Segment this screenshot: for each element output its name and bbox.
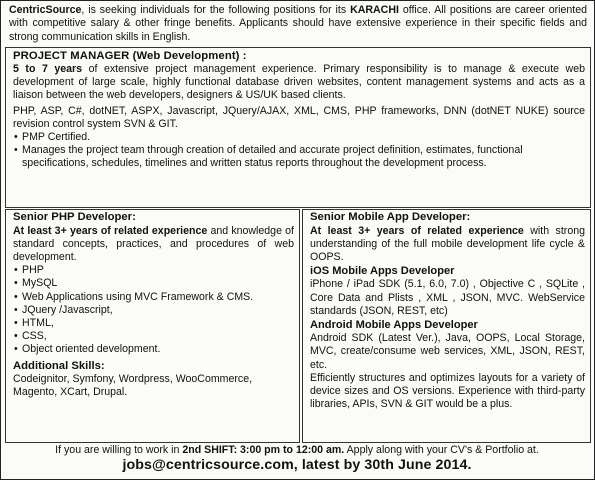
bullet-icon: • (14, 131, 18, 144)
list-item-text: PHP (22, 264, 44, 277)
additional-skills-title: Additional Skills: (13, 359, 105, 372)
php-developer-title: Senior PHP Developer: (13, 211, 136, 223)
list-item (13, 264, 294, 277)
mobile-developer-experience (310, 225, 585, 265)
list-item-text: PMP Certified. (22, 131, 91, 144)
list-item-text: HTML, (22, 316, 54, 329)
list-item-text: CSS, (22, 330, 47, 343)
footer-instructions (5, 444, 589, 457)
additional-skills-text: Codeignitor, Symfony, Wordpress, WooCommerce, Magento, XCart, Drupal. (13, 373, 253, 399)
list-item (13, 144, 585, 170)
bullet-icon: • (14, 330, 18, 343)
mobile-extra-requirements: Efficiently structures and optimizes layouts for a variety of device sizes and OS versions. Experience with third-party libraries, APIs, SVN & GIT would be a plus. (310, 371, 585, 411)
application-footer (5, 444, 589, 474)
company-name: CentricSource (9, 4, 82, 16)
shift-timing: 2nd SHIFT: 3:00 pm to 12:00 am. (182, 444, 345, 456)
list-item-text: JQuery /Javascript, (22, 303, 113, 316)
mobile-experience-years: At least 3+ years of related experience (310, 224, 524, 237)
list-item (13, 330, 294, 343)
php-developer-section (5, 209, 300, 443)
android-developer-skills: Android SDK (Latest Ver.), Java, OOPS, Local Storage, MVC, create/consume web services, XML, JSON, REST, etc. (310, 332, 585, 371)
list-item-text: MySQL (22, 277, 58, 290)
bullet-icon: • (14, 277, 18, 290)
mobile-developer-title: Senior Mobile App Developer: (310, 211, 471, 223)
bullet-icon: • (14, 144, 18, 157)
list-item (13, 343, 294, 356)
php-experience-years: At least 3+ years of related experience (13, 224, 208, 237)
project-manager-section (5, 47, 591, 208)
list-item-text: Object oriented development. (22, 343, 161, 356)
ios-developer-title: iOS Mobile Apps Developer (310, 265, 455, 278)
application-email-deadline: jobs@centricsource.com, latest by 30th June 2014. (122, 457, 472, 473)
intro-paragraph (9, 4, 587, 44)
list-item (13, 304, 294, 317)
list-item-text: Manages the project team through creation of detailed and accurate project definition, estimates, functional specifications, schedules, timelines and written status reports throughout the development process. (22, 144, 523, 170)
list-item (13, 131, 585, 144)
office-city: KARACHI (350, 4, 399, 16)
intro-text-a: , is seeking individuals for the following positions for its (81, 4, 351, 16)
list-item (13, 317, 294, 330)
list-item (13, 291, 294, 304)
mobile-developer-section (302, 209, 591, 443)
php-developer-experience (13, 225, 294, 265)
project-manager-title: PROJECT MANAGER (Web Development) : (13, 50, 247, 62)
project-manager-experience (13, 63, 585, 103)
project-manager-technologies: PHP, ASP, C#, dotNET, ASPX, Javascript, JQuery/AJAX, XML, CMS, PHP frameworks, DNN (dotNET NUKE) source revision control system SVN & GIT. (13, 104, 585, 130)
android-developer-title: Android Mobile Apps Developer (310, 318, 478, 331)
bullet-icon: • (14, 343, 18, 356)
ios-developer-skills: iPhone / iPad SDK (5.1, 6.0, 7.0) , Objective C , SQLite , Core Data and Plists , XML , JSON, MVC. WebService standards (JSON, REST, etc) (310, 278, 585, 317)
intro-text-b: office. All positions are career oriented with competitive salary & other fringe benefits. Applicants should have extensive experience in their specific fields and strong communication skills in English. (9, 4, 588, 43)
footer-text-a: If you are willing to work in (55, 444, 183, 456)
bullet-icon: • (14, 303, 18, 316)
list-item (13, 277, 294, 290)
mobile-experience-text: with strong understanding of the full mobile development life cycle & OOPS. (310, 224, 585, 263)
bullet-icon: • (14, 290, 18, 303)
footer-text-b: Apply along with your CV's & Portfolio at. (344, 444, 539, 456)
pm-experience-years: 5 to 7 years (13, 63, 83, 75)
bullet-icon: • (14, 316, 18, 329)
list-item-text: Web Applications using MVC Framework & CMS. (22, 290, 254, 303)
php-experience-text: and knowledge of standard concepts, practices, and procedures of web development. (13, 224, 294, 263)
bullet-icon: • (14, 264, 18, 277)
pm-experience-text: of extensive project management experience. Primary responsibility is to manage & execute web development of large scale, highly functional database driven websites, content management systems and acts as a liaison between the web developers, designers & US/UK based clients. (13, 63, 585, 102)
